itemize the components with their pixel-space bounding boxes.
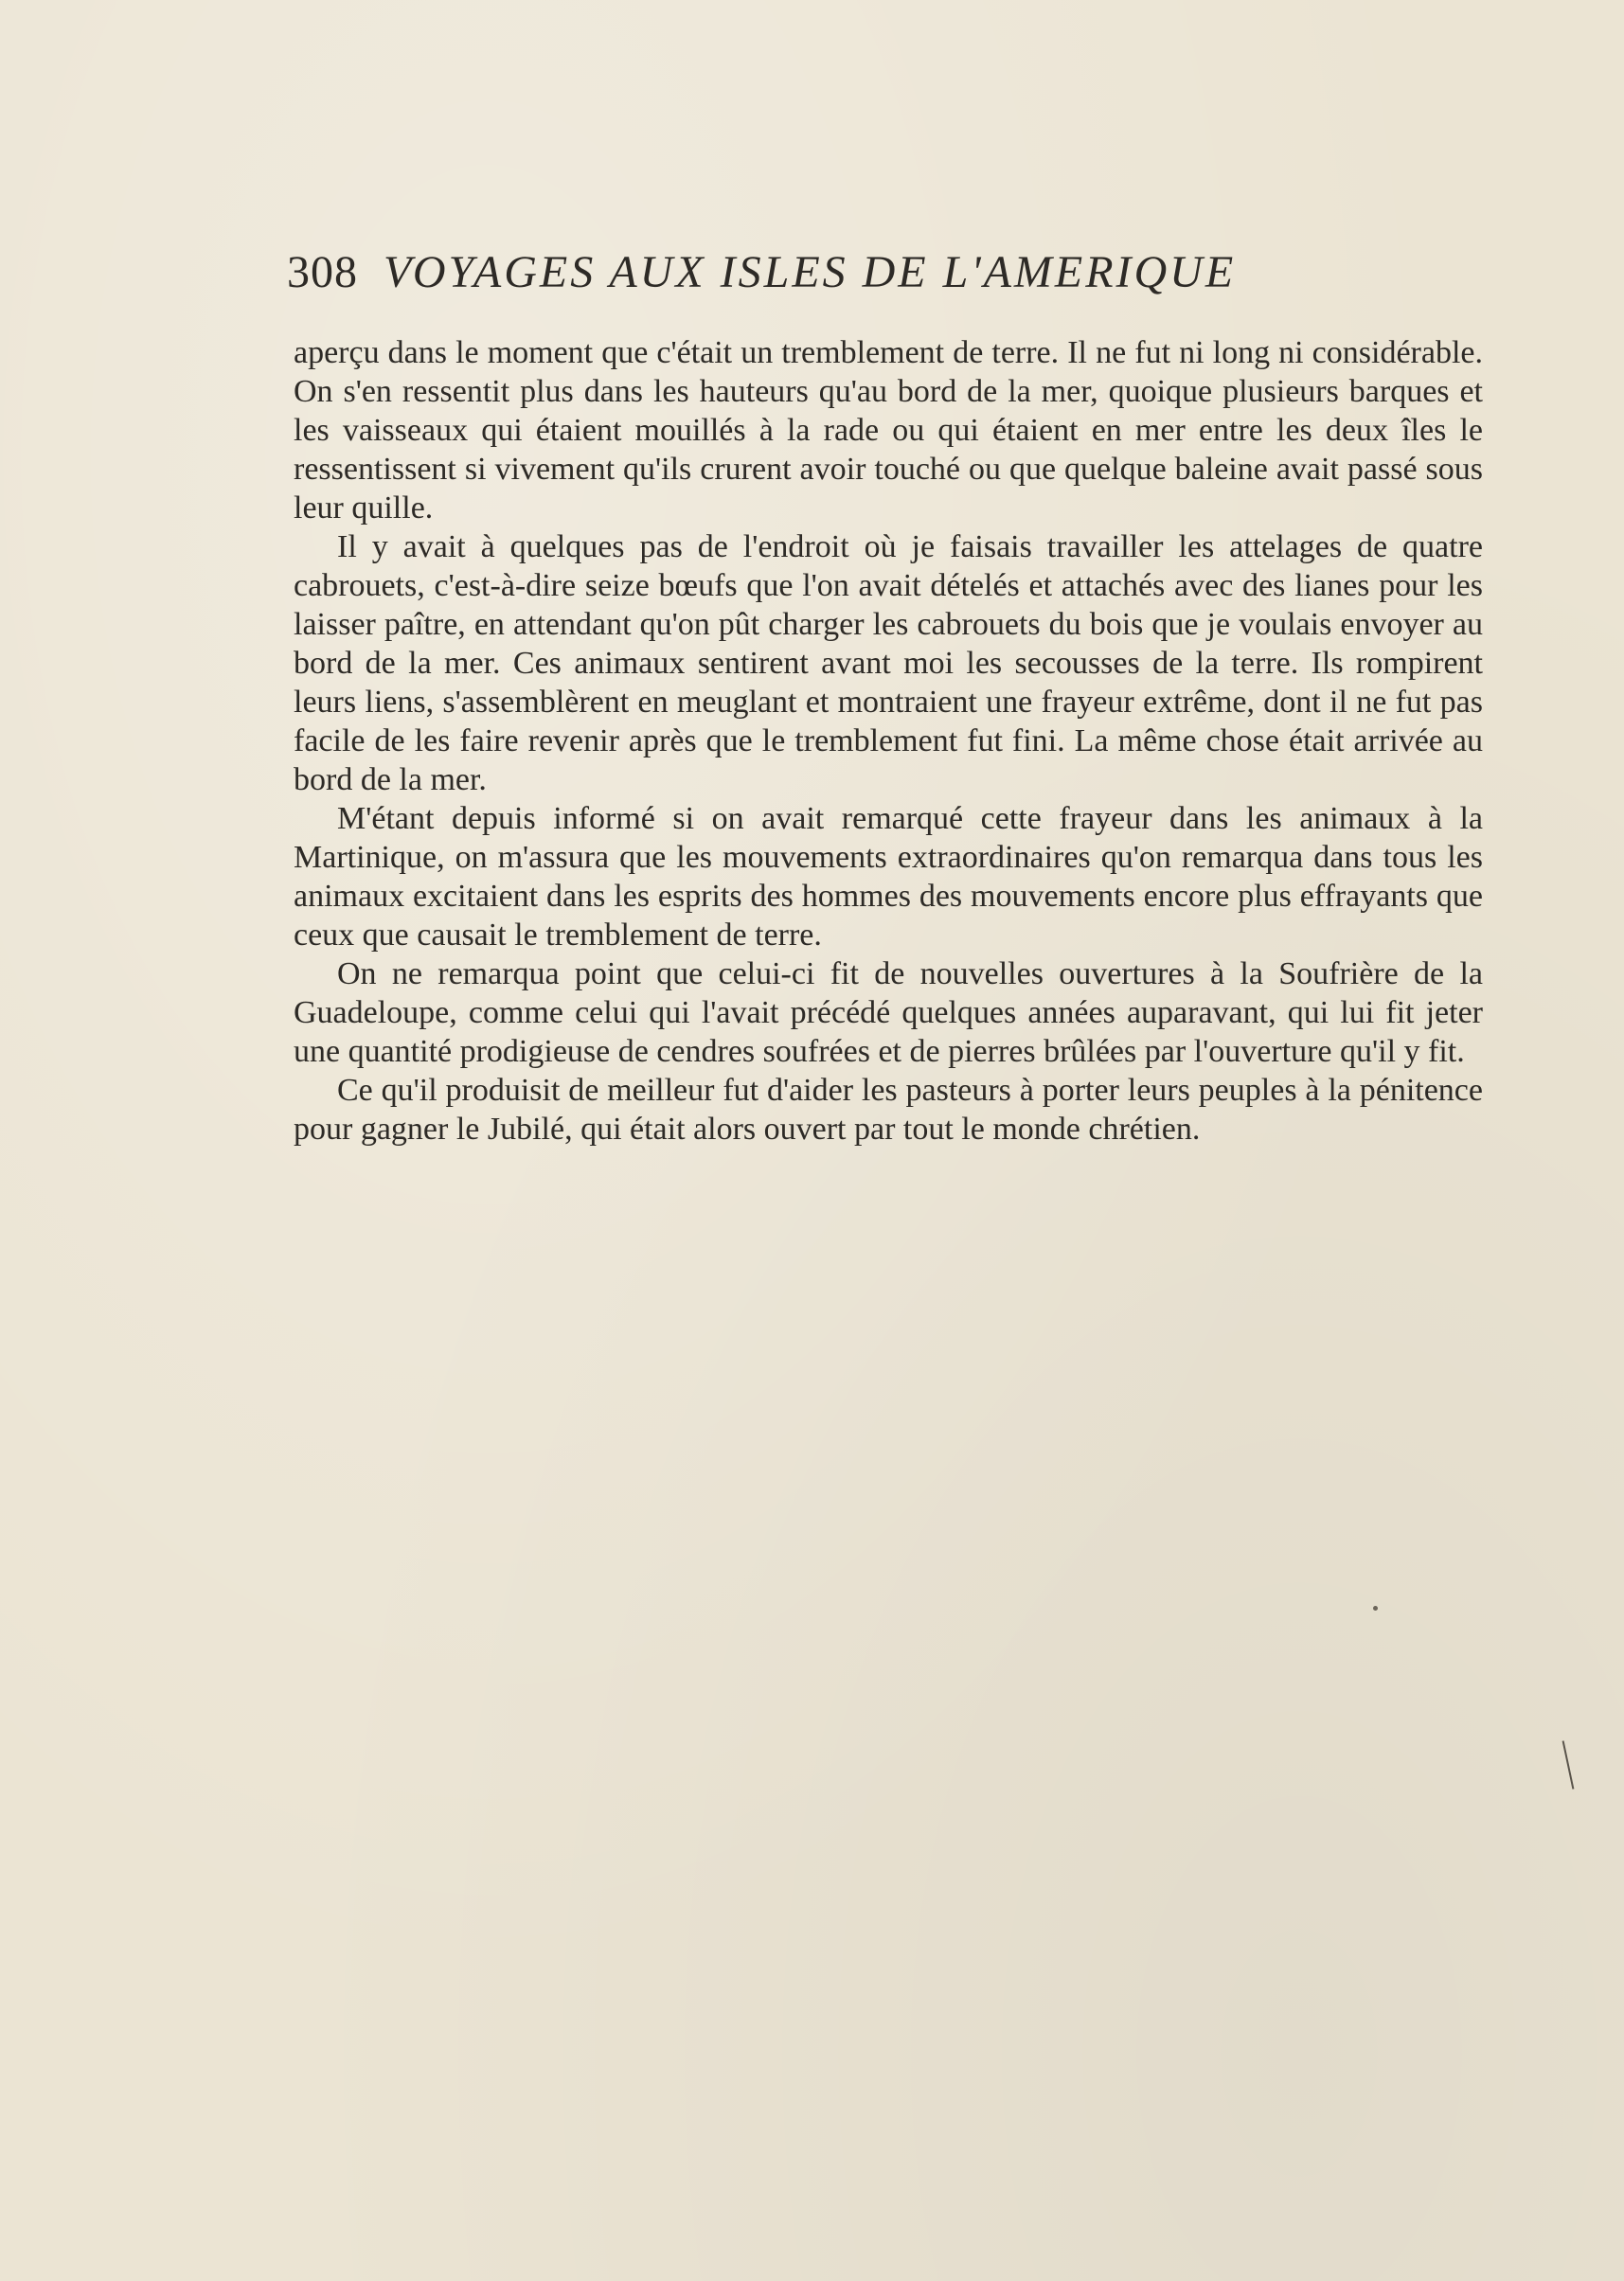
paragraph-3: M'étant depuis informé si on avait remarqué cette frayeur dans les animaux à la Martinique, on m'assura que les mouvements extraordinaires qu'on remarqua dans tous les animaux excitaient dans les esprits des hommes des mouvements encore plus effrayants que ceux que causait le tremblement de terre. — [294, 801, 1483, 953]
paper-speck — [1373, 1606, 1378, 1611]
paragraph-4: On ne remarqua point que celui-ci fit de nouvelles ouvertures à la Soufrière de la Guadeloupe, comme celui qui l'avait précédé quelques années auparavant, qui lui fit jeter une quantité prodigieuse de cendres soufrées et de pierres brûlées par l'ouverture qu'il y fit. — [294, 956, 1483, 1069]
page-number: 308 — [287, 247, 358, 297]
paper-mark — [1562, 1740, 1575, 1789]
book-title: VOYAGES AUX ISLES DE L'AMERIQUE — [384, 247, 1237, 297]
body-text — [294, 333, 1483, 1149]
paragraph-1: aperçu dans le moment que c'était un tremblement de terre. Il ne fut ni long ni considérable. On s'en ressentit plus dans les hauteurs qu'au bord de la mer, quoique plusieurs barques et les vaisseaux qui étaient mouillés à la rade ou qui étaient en mer entre les deux îles le ressentissent si vivement qu'ils crurent avoir touché ou que quelque baleine avait passé sous leur quille. — [294, 335, 1483, 526]
paragraph-2: Il y avait à quelques pas de l'endroit où je faisais travailler les attelages de quatre cabrouets, c'est-à-dire seize bœufs que l'on avait dételés et attachés avec des lianes pour les laisser paître, en attendant qu'on pût charger les cabrouets du bois que je voulais envoyer au bord de la mer. Ces animaux sentirent avant moi les secousses de la terre. Ils rompirent leurs liens, s'assemblèrent en meuglant et montraient une frayeur extrême, dont il ne fut pas facile de les faire revenir après que le tremblement fut fini. La même chose était arrivée au bord de la mer. — [294, 529, 1483, 797]
paragraph-5: Ce qu'il produisit de meilleur fut d'aider les pasteurs à porter leurs peuples à la pénitence pour gagner le Jubilé, qui était alors ouvert par tout le monde chrétien. — [294, 1073, 1483, 1147]
running-head — [287, 235, 1480, 311]
